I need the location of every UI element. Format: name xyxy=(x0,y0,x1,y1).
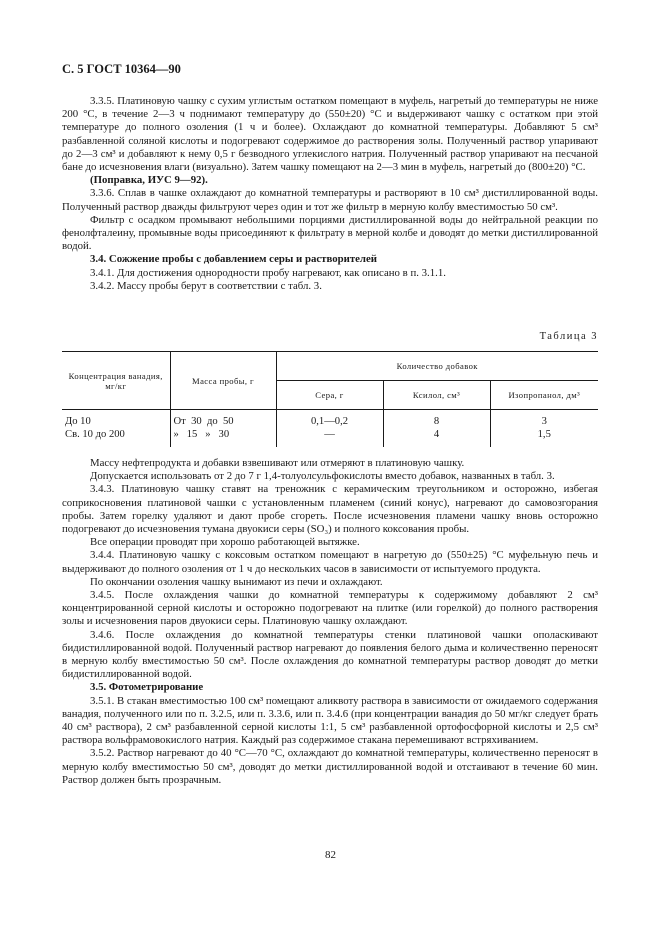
cell-xylene: 8 xyxy=(383,410,490,429)
cell-mass: » 15 » 30 xyxy=(170,429,276,448)
header-additives: Количество добавок xyxy=(276,352,598,381)
table-row xyxy=(62,410,598,429)
paragraph-3-5-2: 3.5.2. Раствор нагревают до 40 °С—70 °С, охлаждают до комнатной температуры, количественно переносят в мерную колбу вместимостью 50 см³, доводят до метки дистиллированной водой и отстаивают в течение 60 мин. Раствор должен быть прозрачным. xyxy=(62,747,598,786)
paragraph-weighing: Массу нефтепродукта и добавки взвешивают или отмеряют в платиновую чашку. xyxy=(90,457,465,469)
paragraph-ashing-end: По окончании озоления чашку вынимают из печи и охлаждают. xyxy=(90,575,383,588)
header-isopropanol: Изопропанол, дм³ xyxy=(490,381,598,410)
cell-concentration: Св. 10 до 200 xyxy=(65,428,125,440)
cell-mass: От 30 до 50 xyxy=(170,410,276,429)
page-header: С. 5 ГОСТ 10364—90 xyxy=(62,62,181,76)
top-text-block xyxy=(62,95,598,293)
paragraph-ventilation: Все операции проводят при хорошо работающей вытяжке. xyxy=(90,536,360,549)
table-3 xyxy=(62,351,598,447)
page-number: 82 xyxy=(325,849,336,861)
paragraph-3-4-2: 3.4.2. Массу пробы берут в соответствии с табл. 3. xyxy=(90,279,322,292)
paragraph-3-5-1: 3.5.1. В стакан вместимостью 100 см³ помещают аликвоту раствора в зависимости от ожидаемого содержания ванадия, полученного или по п. 3.2.5, или п. 3.3.6, или п. 3.4.6 (при концентрации ванадия до 50 мг/кг следует брать 40 см³ раствора), 2 см³ разбавленной серной кислоты 1:1, 5 см³ разбавленной ортофосфорной кислоты и 2,5 см³ раствора вольфрамовокислого натрия. Каждый раз содержимое стакана перемешивают встряхиванием. xyxy=(62,694,598,747)
paragraph-3-4-1: 3.4.1. Для достижения однородности пробу нагревают, как описано в п. 3.1.1. xyxy=(90,266,446,279)
paragraph-3-4-6: 3.4.6. После охлаждения до комнатной температуры стенки платиновой чашки ополаскивают бидистиллированной водой. Полученный раствор нагревают до появления белого дыма и количественно переносят в мерную колбу вместимостью 50 см³. После охлаждения до комнатной температуры раствор доводят до метки бидистиллированной водой. xyxy=(62,628,598,681)
paragraph-3-4-3: 3.4.3. Платиновую чашку ставят на треножник с керамическим треугольником и осторожно, избегая соприкосновения платиновой чашки с установленным пламенем (синий конус), нагревают до самовозгорания пробы. Затем горелку удаляют и дают пробе сгореть. После исчезновения пламени чашку вновь осторожно подогревают до исчезновения тумана двуокиси серы (SO₃) и полного коксования пробы. xyxy=(62,483,598,536)
cell-sulfur: 0,1—0,2 xyxy=(276,410,383,429)
cell-xylene: 4 xyxy=(383,429,490,448)
paragraph-allowed: Допускается использовать от 2 до 7 г 1,4-толуолсульфокислоты вместо добавок, названных в табл. 3. xyxy=(90,470,555,483)
cell-isopropanol: 3 xyxy=(490,410,598,429)
header-xylene: Ксилол, см³ xyxy=(383,381,490,410)
bottom-text-block xyxy=(62,457,598,787)
cell-isopropanol: 1,5 xyxy=(490,429,598,448)
paragraph-3-3-6: 3.3.6. Сплав в чашке охлаждают до комнатной температуры и растворяют в 10 см³ дистиллированной воды. Полученный раствор дважды фильтруют через один и тот же фильтр в мерную колбу вместимостью 50 см³. xyxy=(62,187,598,213)
header-mass: Масса пробы, г xyxy=(170,352,276,410)
section-3-4-heading: 3.4. Сожжение пробы с добавлением серы и растворителей xyxy=(90,253,378,266)
table-row xyxy=(62,429,598,448)
header-concentration: Концентрация ванадия, мг/кг xyxy=(62,352,170,410)
section-3-5-heading: 3.5. Фотометрирование xyxy=(90,681,204,694)
header-sulfur: Сера, г xyxy=(276,381,383,410)
table-caption: Таблица 3 xyxy=(539,331,598,342)
paragraph-3-3-5: 3.3.5. Платиновую чашку с сухим углистым остатком помещают в муфель, нагретый до температуры не ниже 200 °С, в течение 2—3 ч поднимают температуру до (550±20) °С и выдерживают чашку с остатком при этой температуре до полного озоления (1 ч и более). Охлаждают до комнатной температуры. Добавляют 5 см³ разбавленной соляной кислоты и подогревают содержимое до растворения золы. Полученный раствор упаривают до 2—3 см³ и добавляют к нему 0,5 г безводного углекислого натрия. Полученный раствор упаривают на песчаной бане до исчезновения влаги (визуально). Затем чашку помещают на 2—3 мин в муфель, нагретый до (800±20) °С. xyxy=(62,95,598,174)
paragraph-3-4-4: 3.4.4. Платиновую чашку с коксовым остатком помещают в нагретую до (550±25) °С муфельную печь и выдерживают до полного озоления от 1 ч до нескольких часов в зависимости от испытуемого продукта. xyxy=(62,549,598,575)
amendment-note: (Поправка, ИУС 9—92). xyxy=(90,174,208,187)
paragraph-3-4-5: 3.4.5. После охлаждения чашки до комнатной температуры к содержимому добавляют 2 см³ концентрированной серной кислоты и осторожно подогревают на плитке (или горелкой) до полного растворения золы и исчезновения паров двуокиси серы. Платиновую чашку охлаждают. xyxy=(62,589,598,628)
paragraph-filter: Фильтр с осадком промывают небольшими порциями дистиллированной воды до нейтральной реакции по фенолфталеину, промывные воды присоединяют к фильтрату в мерной колбе и доводят до метки дистиллированной водой. xyxy=(62,213,598,253)
cell-sulfur: — xyxy=(276,429,383,448)
cell-concentration: До 10 xyxy=(65,416,91,427)
